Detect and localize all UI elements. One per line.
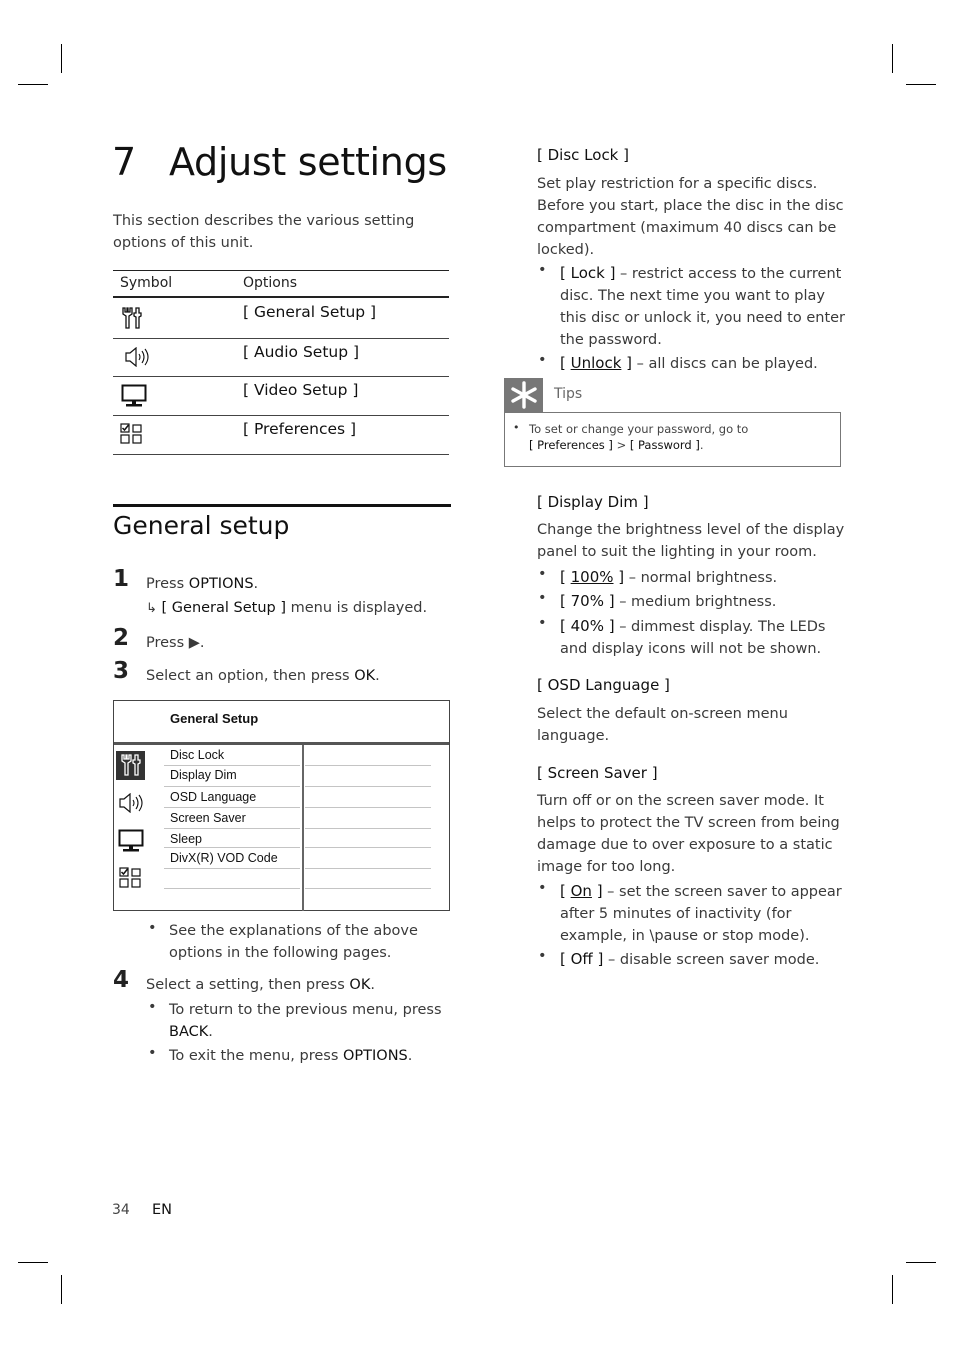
dim-70-option: [ 70% ] – medium brightness.	[560, 592, 777, 610]
language-code: EN	[152, 1202, 173, 1218]
menu-row-line	[164, 888, 300, 889]
step-number: 1	[113, 566, 130, 592]
table-header-symbol: Symbol	[120, 275, 173, 291]
disc-lock-heading: [ Disc Lock ]	[537, 146, 629, 164]
menu-item-osd-language[interactable]: OSD Language	[170, 790, 257, 804]
note-text: See the explanations of the above options in the following pages.	[169, 923, 418, 961]
bullet: •	[538, 590, 547, 606]
menu-item-divx-vod-code[interactable]: DivX(R) VOD Code	[170, 851, 278, 865]
display-dim-desc: Change the brightness level of the display panel to suit the lighting in your room.	[537, 522, 845, 560]
bullet: •	[148, 999, 157, 1015]
crop-mark	[61, 44, 62, 73]
chapter-title: Adjust settings	[169, 140, 447, 184]
step-number: 2	[113, 625, 130, 651]
option-audio-setup: [ Audio Setup ]	[243, 343, 360, 361]
dim-40-option: [ 40% ] – dimmest display. The LEDs and display icons will not be shown.	[560, 617, 826, 657]
bullet: •	[538, 566, 547, 582]
step-1-result: ↳ [ General Setup ] menu is displayed.	[146, 600, 428, 616]
step-1-text: Press OPTIONS.	[146, 576, 259, 592]
dim-100-option: [ 100% ] – normal brightness.	[560, 568, 778, 586]
menu-row-line	[305, 888, 431, 889]
menu-row-line	[305, 828, 431, 829]
asterisk-icon	[510, 380, 538, 410]
menu-row-line	[305, 765, 431, 766]
menu-row-line	[164, 847, 300, 848]
menu-row-line	[305, 847, 431, 848]
step-4-exit-text: To exit the menu, press OPTIONS.	[169, 1048, 413, 1064]
crop-mark	[906, 1262, 936, 1263]
screen-saver-on-option: [ On ] – set the screen saver to appear after 5 minutes of inactivity (for example, in \pause or stop mode).	[560, 882, 842, 944]
table-row	[113, 377, 449, 416]
menu-item-screen-saver[interactable]: Screen Saver	[170, 811, 246, 825]
wrench-screwdriver-icon	[120, 307, 142, 329]
bullet: •	[148, 920, 157, 936]
section-rule	[113, 504, 451, 507]
bullet: •	[148, 1045, 157, 1061]
crop-mark	[906, 84, 936, 85]
crop-mark	[18, 84, 48, 85]
step-4-back-text: To return to the previous menu, press BACK.	[169, 1002, 442, 1040]
wrench-screwdriver-icon[interactable]	[119, 754, 141, 776]
table-top-rule	[113, 270, 449, 271]
table-row	[113, 416, 449, 455]
menu-row-line	[164, 828, 300, 829]
preferences-grid-icon	[120, 423, 144, 445]
menu-item-disc-lock[interactable]: Disc Lock	[170, 748, 225, 762]
display-dim-heading: [ Display Dim ]	[537, 493, 649, 511]
bullet: •	[538, 948, 547, 964]
table-header-options: Options	[243, 275, 298, 291]
chapter-number: 7	[112, 140, 136, 184]
step-4-text: Select a setting, then press OK.	[146, 977, 375, 993]
bullet: •	[538, 262, 547, 278]
menu-row-line	[305, 807, 431, 808]
step-3-text: Select an option, then press OK.	[146, 668, 380, 684]
speaker-icon	[124, 347, 152, 367]
step-2-text: Press ▶.	[146, 635, 205, 651]
speaker-icon[interactable]	[117, 793, 147, 813]
section-title: General setup	[113, 511, 290, 540]
crop-mark	[892, 1275, 893, 1304]
step-number: 4	[113, 967, 130, 993]
preferences-grid-icon[interactable]	[119, 867, 143, 889]
menu-row-line	[164, 765, 300, 766]
option-video-setup: [ Video Setup ]	[243, 381, 359, 399]
step-number: 3	[113, 658, 130, 684]
page-number: 34	[112, 1202, 130, 1218]
menu-row-line	[305, 786, 431, 787]
table-row	[113, 339, 449, 377]
tips-title: Tips	[554, 386, 583, 402]
menu-row-line	[305, 868, 431, 869]
crop-mark	[61, 1275, 62, 1304]
osd-language-heading: [ OSD Language ]	[537, 676, 670, 694]
disc-lock-desc: Set play restriction for a specific discs. Before you start, place the disc in the disc compartment (maximum 40 discs can be locked).	[537, 176, 844, 258]
menu-row-line	[164, 807, 300, 808]
table-row	[113, 298, 449, 339]
menu-item-sleep[interactable]: Sleep	[170, 832, 202, 846]
screen-saver-desc: Turn off or on the screen saver mode. It helps to protect the TV screen from being damage due to over exposure to a static image for too long.	[537, 793, 840, 875]
lock-option-text: [ Lock ] – restrict access to the current disc. The next time you want to play this disc or unlock it, you need to enter the password.	[560, 264, 846, 348]
menu-divider	[302, 745, 304, 911]
bullet: •	[538, 615, 547, 631]
intro-text: This section describes the various setting options of this unit.	[113, 213, 415, 251]
menu-title: General Setup	[170, 711, 259, 726]
general-setup-menu	[113, 700, 450, 911]
screen-saver-off-option: [ Off ] – disable screen saver mode.	[560, 950, 820, 968]
option-general-setup: [ General Setup ]	[243, 303, 377, 321]
bullet: •	[538, 880, 547, 896]
unlock-option-text: [ Unlock ] – all discs can be played.	[560, 354, 818, 372]
menu-row-line	[164, 786, 300, 787]
bullet: •	[538, 352, 547, 368]
osd-language-desc: Select the default on-screen menu language.	[537, 706, 788, 744]
menu-row-line	[164, 868, 300, 869]
monitor-icon[interactable]	[117, 829, 145, 853]
menu-header-rule	[114, 742, 449, 745]
screen-saver-heading: [ Screen Saver ]	[537, 764, 658, 782]
option-preferences: [ Preferences ]	[243, 420, 357, 438]
monitor-icon	[121, 384, 147, 408]
crop-mark	[892, 44, 893, 73]
bullet: •	[513, 421, 520, 434]
result-arrow-icon: ↳	[146, 601, 157, 616]
menu-item-display-dim[interactable]: Display Dim	[170, 768, 237, 782]
tips-text: To set or change your password, go to [ Preferences ] > [ Password ].	[529, 422, 749, 452]
crop-mark	[18, 1262, 48, 1263]
